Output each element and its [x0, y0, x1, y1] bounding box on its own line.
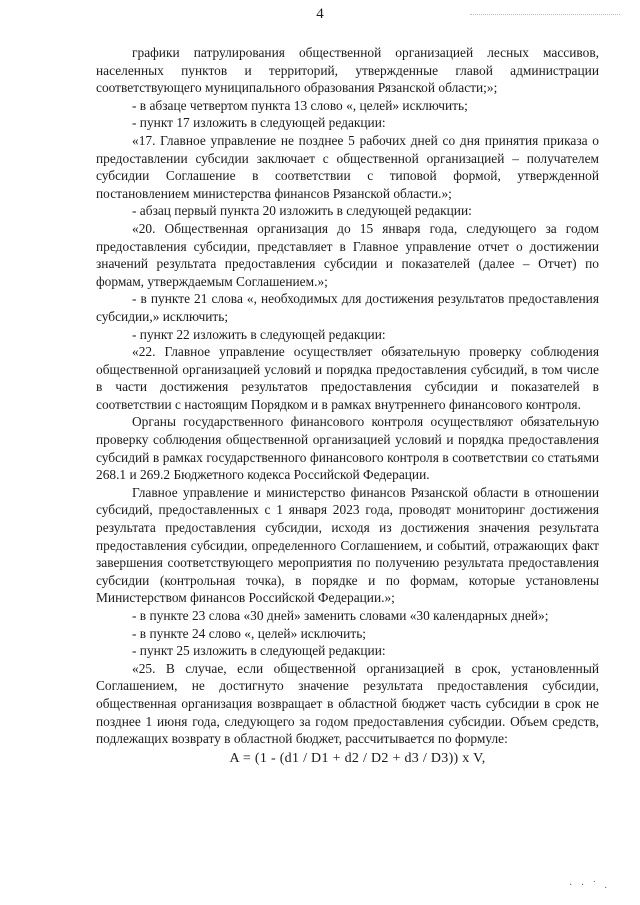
paragraph: - в пункте 21 слова «, необходимых для достижения результатов предоставления субсидии,» исключить;: [96, 291, 599, 324]
paragraph: - абзац первый пункта 20 изложить в следующей редакции:: [132, 203, 472, 219]
paragraph: «25. В случае, если общественной организацией в срок, установленный Соглашением, не достигнуто значение результата предоставления субсидии, общественная организация возвращает в областной бюджет часть субсидии в срок не позднее 1 июня года, следующего за годом предоставления субсидии. Объем средств, подлежащих возврату в областной бюджет, рассчитывается по формуле:: [96, 660, 599, 747]
paragraph: - в абзаце четвертом пункта 13 слово «, целей» исключить;: [132, 97, 468, 113]
paragraph: - пункт 17 изложить в следующей редакции:: [132, 115, 386, 131]
formula: A = (1 - (d1 / D1 + d2 / D2 + d3 / D3)) x V,: [229, 750, 486, 766]
paragraph: Органы государственного финансового контроля осуществляют обязательную проверку соблюдения общественной организацией условий и порядка предоставления субсидий в рамках государственного финансового контроля в соответствии со статьями 268.1 и 269.2 Бюджетного кодекса Российской Федерации.: [96, 414, 599, 483]
paragraph: «22. Главное управление осуществляет обязательную проверку соблюдения общественной организацией условий и порядка предоставления субсидий, в том числе в части достижения результатов предоставления субсидии и показателей в соответствии с настоящим Порядком и в рамках внутреннего финансового контроля.: [96, 344, 599, 412]
scan-artifact: · · ˙ .: [569, 880, 610, 891]
paragraph: «20. Общественная организация до 15 января года, следующего за годом предоставления субсидии, представляет в Главное управление отчет о достижении значений результата предоставления субсидии и показателей (далее – Отчет) по формам, утверждаемым Соглашением.»;: [96, 220, 599, 289]
paragraph: - пункт 25 изложить в следующей редакции:: [132, 643, 386, 659]
page-number: 4: [316, 6, 324, 22]
paragraph: - пункт 22 изложить в следующей редакции:: [132, 326, 386, 342]
paragraph: - в пункте 24 слово «, целей» исключить;: [132, 625, 367, 641]
paragraph: «17. Главное управление не позднее 5 рабочих дней со дня принятия приказа о предоставлении субсидии заключает с общественной организацией – получателем субсидии Соглашение в соответствии с типовой формой, утвержденной постановлением министерства финансов Рязанской области.»;: [96, 132, 599, 201]
paragraph: - в пункте 23 слова «30 дней» заменить словами «30 календарных дней»;: [132, 608, 549, 623]
paragraph: графики патрулирования общественной организацией лесных массивов, населенных пунктов и территорий, утвержденные главой администрации соответствующего муниципального образования Рязанской области;»;: [96, 45, 599, 96]
paragraph: Главное управление и министерство финансов Рязанской области в отношении субсидий, предоставленных с 1 января 2023 года, проводят мониторинг достижения результата предоставления субсидии, исходя из достижения значения результата предоставления субсидии, определенного Соглашением, и событий, отражающих факт завершения соответствующего мероприятия по получению результата предоставления субсидии (контрольная точка), в порядке и по формам, которые установлены Министерством финансов Российской Федерации.»;: [96, 484, 599, 606]
document-body: [96, 44, 599, 767]
